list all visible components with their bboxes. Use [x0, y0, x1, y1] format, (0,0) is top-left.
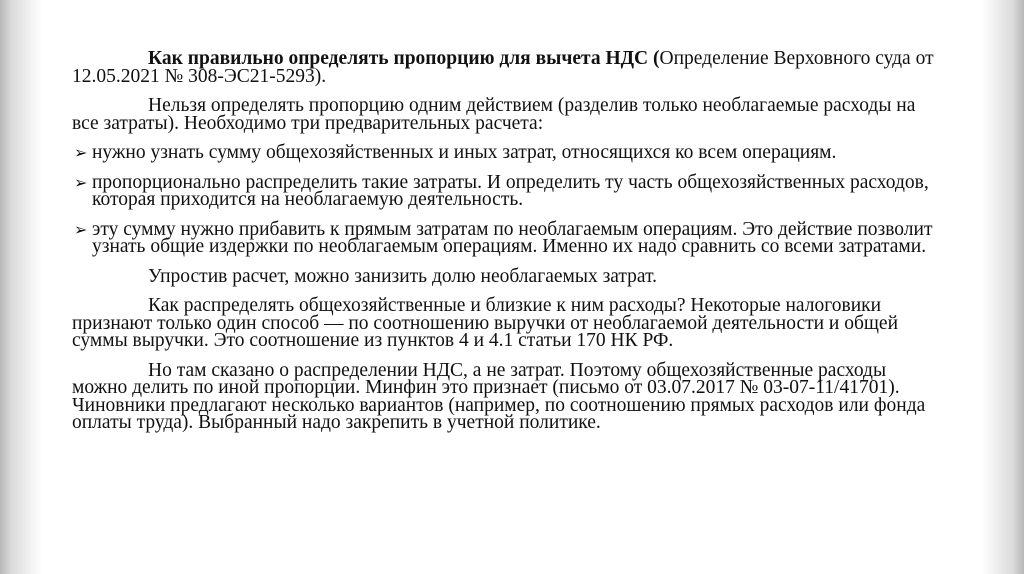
- simplify-paragraph: Упростив расчет, можно занизить долю необлагаемых затрат.: [148, 265, 658, 287]
- bullet-text-2: пропорционально распределить такие затраты. И определить ту часть общехозяйственных расходов, которая приходится на необлагаемую деятельность.: [92, 171, 929, 210]
- bullet-item-3: [72, 218, 942, 257]
- arrow-check-icon: ➢: [74, 172, 88, 192]
- minfin-paragraph: Но там сказано о распределении НДС, а не затрат. Поэтому общехозяйственные расходы можно делить по иной пропорции. Минфин это признает (письмо от 03.07.2017 № 03-07-11/41701). Чиновники предлагают несколько вариантов (например, по соотношению прямых расходов или фонда оплаты труда). Выбранный надо закрепить в учетной политике.: [72, 359, 926, 433]
- bullet-text-3: эту сумму нужно прибавить к прямым затратам по необлагаемым операциям. Это действие позволит узнать общие издержки по необлагаемым операциям. Именно их надо сравнить со всеми затратами.: [92, 218, 933, 257]
- heading-reference-text: Определение Верховного суда от 12.05.2021 № 308-ЭС21-5293).: [72, 48, 934, 87]
- arrow-check-icon: ➢: [74, 143, 88, 162]
- slide-text-block: [72, 50, 942, 444]
- bullet-item-1: [72, 144, 942, 162]
- heading-bold-text: Как правильно определять пропорцию для вычета НДС (: [148, 48, 660, 69]
- intro-paragraph: Нельзя определять пропорцию одним действием (разделив только необлагаемые расходы на все затраты). Необходимо три предварительных расчета:: [72, 95, 916, 134]
- bullet-item-2: [72, 171, 942, 210]
- distribution-paragraph: Как распределять общехозяйственные и близкие к ним расходы? Некоторые налоговики признают только один способ — по соотношению выручки от необлагаемой деятельности и общей суммы выручки. Это соотношение из пунктов 4 и 4.1 статьи 170 НК РФ.: [72, 295, 899, 351]
- arrow-check-icon: ➢: [74, 219, 88, 239]
- heading-paragraph: [72, 50, 942, 85]
- bullet-text-1: нужно узнать сумму общехозяйственных и иных затрат, относящихся ко всем операциям.: [92, 142, 837, 163]
